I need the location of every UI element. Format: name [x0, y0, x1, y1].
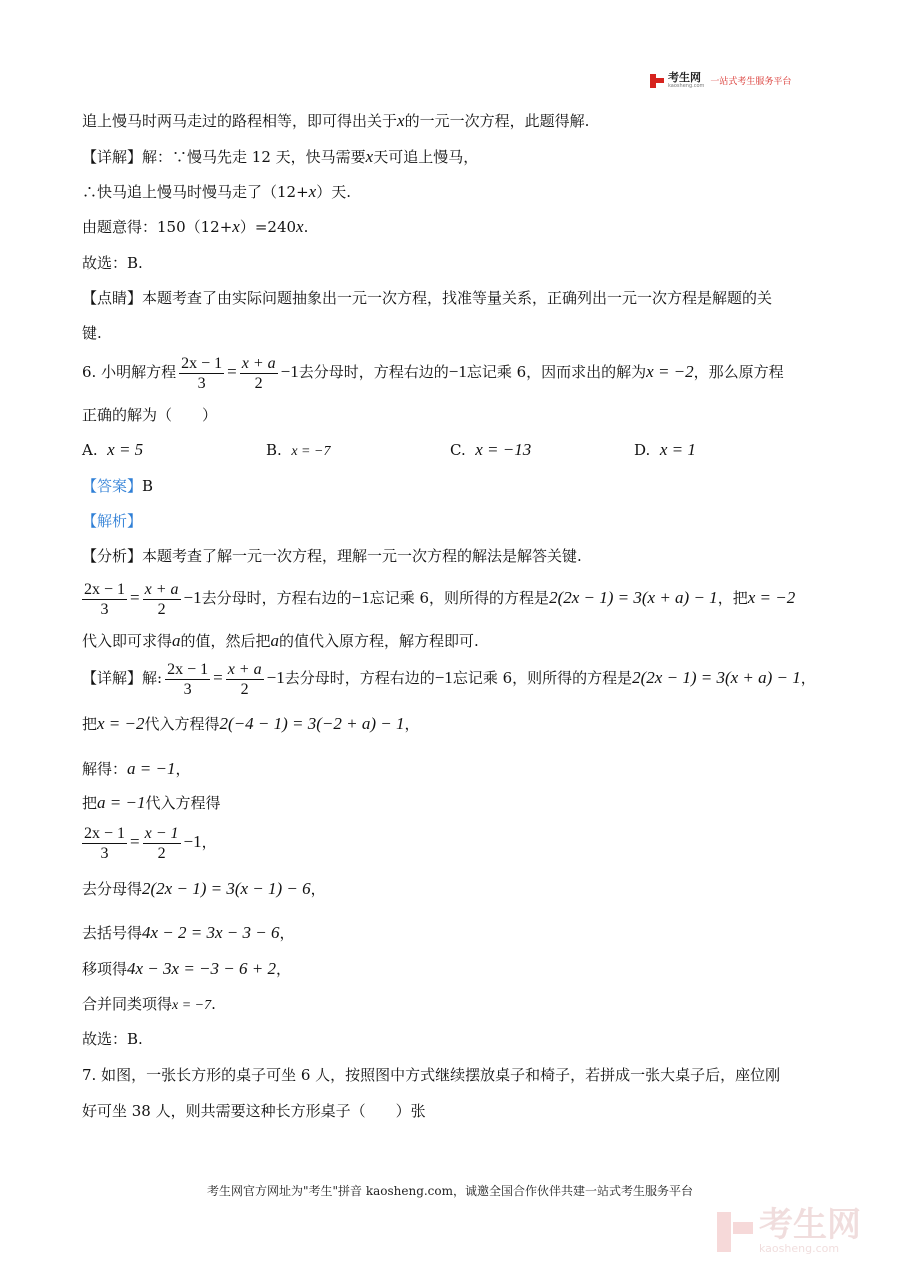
header-tagline: 一站式考生服务平台	[710, 77, 792, 87]
q6-step2: 解得：a = −1，	[82, 759, 191, 778]
q6-option-d: D. x = 1	[634, 440, 696, 459]
logo-text: 考生网	[668, 71, 701, 84]
p5-detail-line: 【详解】解：∵慢马先走 12 天，快马需要x天可追上慢马，	[82, 147, 479, 166]
fenxi-label: 【分析】	[82, 547, 143, 565]
answer-label: 【答案】	[82, 477, 143, 495]
q6-step1: 把x = −2代入方程得2(−4 − 1) = 3(−2 + a) − 1，	[82, 714, 420, 733]
q6-answer: 【答案】B	[82, 477, 154, 495]
q6-option-b: B. x = −7	[266, 441, 331, 459]
watermark-logo-icon	[717, 1212, 753, 1252]
kaosheng-logo-icon	[650, 74, 664, 88]
q6-option-c: C. x = −13	[450, 440, 532, 459]
p5-dianjing-line: 【点睛】本题考查了由实际问题抽象出一元一次方程，找准等量关系，正确列出一元一次方程是解题的关	[82, 289, 773, 307]
q6-step7: 移项得4x − 3x = −3 − 6 + 2，	[82, 959, 291, 978]
q6-fenxi-eq-line: $\frac{2x - 1}{3}$ = $\frac{x + a}{2}$ −1去分母时，方程右边的−1忘记乘 6，则所得的方程是2(2x − 1) = 3(x + a) − 1，把x = −2	[84, 580, 796, 618]
p5-line5: 故选：B.	[82, 254, 143, 272]
q6-step6: 去括号得4x − 2 = 3x − 3 − 6，	[82, 923, 295, 942]
header-logo	[650, 72, 791, 89]
q6-step9: 故选：B.	[82, 1030, 143, 1048]
watermark-text: 考生网	[759, 1205, 861, 1245]
q6-step3: 把a = −1代入方程得	[82, 793, 221, 812]
q6-fenxi-line2: 代入即可求得a的值，然后把a的值代入原方程，解方程即可.	[82, 631, 479, 650]
p5-line1: 追上慢马时两马走过的路程相等，即可得出关于x的一元一次方程，此题得解.	[82, 111, 590, 130]
p5-line4: 由题意得：150（12+x）=240x.	[82, 217, 309, 236]
logo-sub: kaosheng.com	[668, 83, 705, 89]
q6-detail-eq-line: 【详解】解: $\frac{2x - 1}{3}$ = $\frac{x + a}{2}$ −1去分母时，方程右边的−1忘记乘 6，则所得的方程是2(2x − 1) = 3(x + a) − 1，	[82, 660, 816, 698]
q6-stem-line1: 6. 小明解方程 $\frac{2x - 1}{3}$ = $\frac{x + a}{2}$ −1去分母时，方程右边的−1忘记乘 6，因而求出的解为x = −2，那么原方程	[82, 354, 784, 392]
q6-step5: 去分母得2(2x − 1) = 3(x − 1) − 6，	[82, 879, 326, 898]
watermark	[717, 1205, 861, 1255]
xiangjie-label: 【详解】	[82, 669, 143, 687]
p5-line7: 键.	[82, 324, 102, 342]
q6-fenxi-line: 【分析】本题考查了解一元一次方程，理解一元一次方程的解法是解答关键.	[82, 547, 582, 565]
q7-line1: 7. 如图，一张长方形的桌子可坐 6 人，按照图中方式继续摆放桌子和椅子，若拼成一张大桌子后，座位刚	[82, 1066, 781, 1084]
q6-step4: $\frac{2x - 1}{3}$ = $\frac{x - 1}{2}$ −1，	[84, 824, 217, 862]
page-footer: 考生网官方网址为"考生"拼音 kaosheng.com，诚邀全国合作伙伴共建一站式考生服务平台	[206, 1184, 694, 1198]
q6-stem-line2: 正确的解为（ ）	[82, 406, 218, 424]
detail-label: 【详解】	[82, 148, 143, 166]
p5-line3: ∴快马追上慢马时慢马走了（12+x）天.	[82, 182, 351, 201]
dianjing-label: 【点睛】	[82, 289, 143, 307]
q7-line2: 好可坐 38 人，则共需要这种长方形桌子（ ）张	[82, 1102, 426, 1120]
watermark-sub: kaosheng.com	[759, 1242, 840, 1255]
q6-step8: 合并同类项得x = −7.	[82, 995, 216, 1013]
analysis-label: 【解析】	[82, 512, 143, 530]
q6-option-a: A. x = 5	[82, 440, 144, 459]
